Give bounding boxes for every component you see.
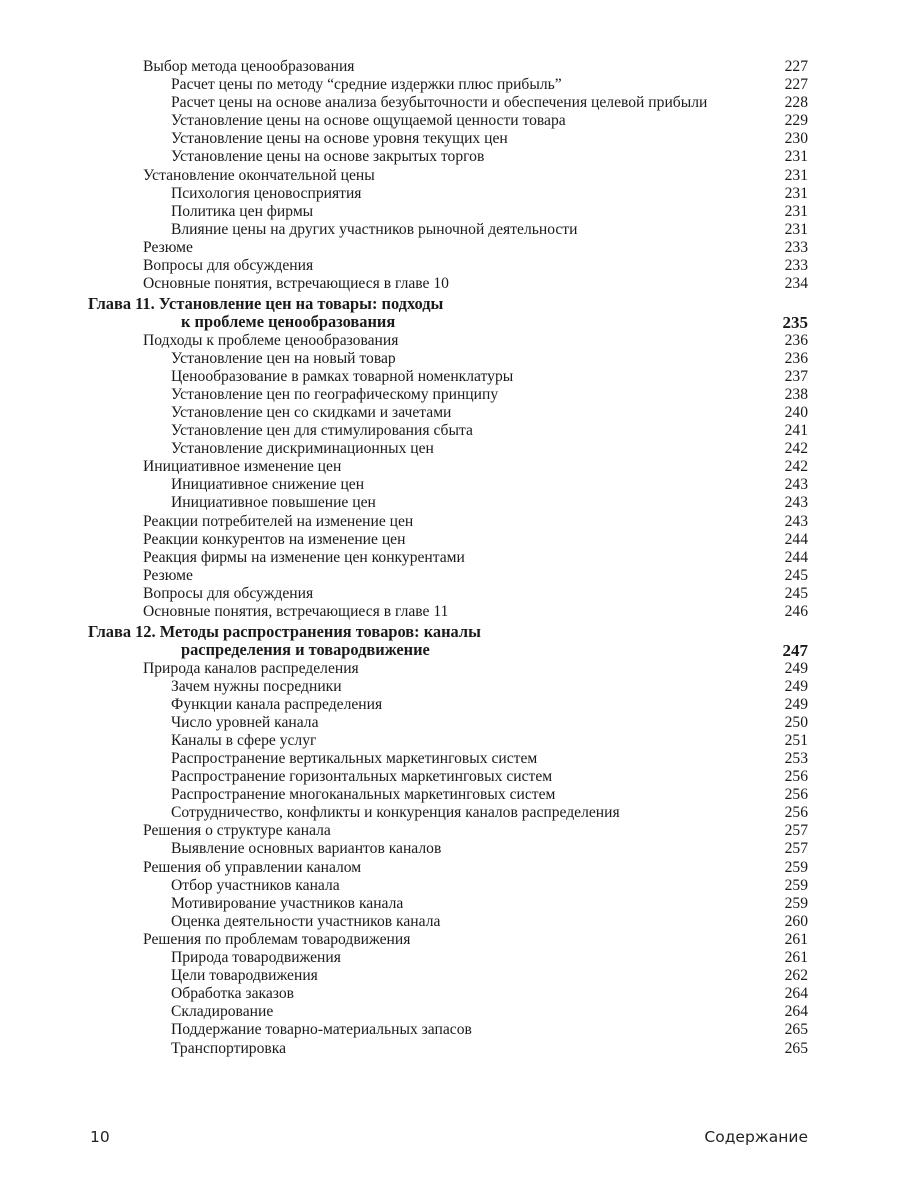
entry-title: Функции канала распределения — [171, 695, 383, 713]
entry-title: Цели товародвижения — [171, 967, 318, 985]
entry-title: Природа каналов распределения — [143, 659, 359, 677]
toc-subsection-entry — [88, 895, 808, 913]
entry-title: Влияние цены на других участников рыночной деятельности — [171, 220, 578, 238]
entry-title: Инициативное изменение цен — [143, 458, 342, 476]
entry-title: Сотрудничество, конфликты и конкуренция каналов распределения — [171, 804, 620, 822]
entry-page-number: 243 — [784, 476, 808, 494]
entry-page-number: 229 — [784, 112, 808, 130]
entry-title: Природа товародвижения — [171, 949, 341, 967]
entry-title: Выбор метода ценообразования — [143, 58, 355, 75]
entry-page-number: 237 — [784, 367, 808, 385]
entry-page-number: 256 — [784, 768, 808, 786]
entry-page-number: 240 — [784, 404, 808, 421]
toc-section-entry — [88, 549, 808, 567]
toc-section-entry — [88, 257, 808, 275]
toc-chapter-heading — [88, 295, 808, 331]
toc-subsection-entry — [88, 404, 808, 422]
chapter-title-line-1: Глава 12. Методы распространения товаров: каналы — [88, 622, 481, 642]
toc-section-entry — [88, 859, 808, 877]
entry-page-number: 253 — [784, 750, 808, 767]
entry-title: Расчет цены по методу “средние издержки плюс прибыль” — [171, 76, 562, 94]
entry-title: Инициативное снижение цен — [171, 476, 365, 494]
toc-subsection-entry — [88, 148, 808, 166]
chapter-title-line-2: к проблеме ценообразования — [181, 312, 396, 332]
entry-page-number: 231 — [784, 202, 808, 220]
entry-page-number: 228 — [784, 94, 808, 112]
toc-chapter-heading — [88, 623, 808, 659]
toc-section-entry — [88, 332, 808, 350]
entry-title: Основные понятия, встречающиеся в главе 11 — [143, 603, 449, 621]
entry-title: Установление цены на основе ощущаемой ценности товара — [171, 112, 566, 130]
entry-page-number: 231 — [784, 184, 808, 202]
entry-page-number: 236 — [784, 331, 808, 349]
entry-page-number: 250 — [784, 713, 808, 731]
entry-title: Вопросы для обсуждения — [143, 257, 314, 275]
toc-section-entry — [88, 660, 808, 678]
chapter-title-line-1: Глава 11. Установление цен на товары: подходы — [88, 294, 444, 314]
entry-title: Установление цен по географическому принципу — [171, 385, 499, 403]
entry-page-number: 264 — [784, 1003, 808, 1021]
entry-page-number: 246 — [784, 603, 808, 621]
entry-title: Расчет цены на основе анализа безубыточности и обеспечения целевой прибыли — [171, 94, 708, 112]
entry-title: Установление цен на новый товар — [171, 349, 396, 367]
toc-subsection-entry — [88, 732, 808, 750]
toc-section-entry — [88, 167, 808, 185]
entry-page-number: 231 — [784, 220, 808, 238]
running-section-title: Содержание — [704, 1128, 808, 1146]
entry-title: Поддержание товарно-материальных запасов — [171, 1021, 472, 1039]
toc-subsection-entry — [88, 985, 808, 1003]
toc-subsection-entry — [88, 368, 808, 386]
entry-title: Установление цен для стимулирования сбыта — [171, 422, 473, 440]
entry-page-number: 244 — [784, 530, 808, 548]
entry-page-number: 259 — [784, 876, 808, 894]
toc-subsection-entry — [88, 804, 808, 822]
toc-subsection-entry — [88, 1040, 808, 1058]
chapter-page-number: 235 — [782, 313, 808, 333]
entry-page-number: 233 — [784, 257, 808, 275]
entry-page-number: 249 — [784, 677, 808, 695]
toc-section-entry — [88, 931, 808, 949]
entry-page-number: 259 — [784, 858, 808, 876]
entry-title: Резюме — [143, 238, 193, 256]
entry-page-number: 227 — [784, 58, 808, 75]
toc-subsection-entry — [88, 350, 808, 368]
entry-title: Инициативное повышение цен — [171, 494, 376, 512]
toc-subsection-entry — [88, 1003, 808, 1021]
entry-title: Ценообразование в рамках товарной номенклатуры — [171, 367, 514, 385]
toc-subsection-entry — [88, 185, 808, 203]
entry-title: Установление цен со скидками и зачетами — [171, 404, 452, 421]
entry-page-number: 265 — [784, 1039, 808, 1057]
entry-page-number: 227 — [784, 76, 808, 94]
toc-section-entry — [88, 531, 808, 549]
toc-subsection-entry — [88, 494, 808, 512]
entry-title: Установление дискриминационных цен — [171, 440, 434, 458]
toc-subsection-entry — [88, 1021, 808, 1039]
toc-subsection-entry — [88, 221, 808, 239]
toc-subsection-entry — [88, 678, 808, 696]
entry-page-number: 261 — [784, 949, 808, 967]
entry-title: Мотивирование участников канала — [171, 894, 404, 912]
entry-page-number: 264 — [784, 985, 808, 1003]
toc-section-entry — [88, 585, 808, 603]
entry-page-number: 243 — [784, 494, 808, 512]
entry-title: Психология ценовосприятия — [171, 184, 362, 202]
toc-section-entry — [88, 58, 808, 76]
entry-page-number: 241 — [784, 422, 808, 440]
entry-title: Установление цены на основе закрытых торгов — [171, 148, 485, 166]
entry-title: Каналы в сфере услуг — [171, 731, 317, 749]
toc-subsection-entry — [88, 750, 808, 768]
toc-subsection-entry — [88, 877, 808, 895]
toc-subsection-entry — [88, 476, 808, 494]
entry-page-number: 234 — [784, 275, 808, 293]
entry-page-number: 260 — [784, 912, 808, 930]
toc-subsection-entry — [88, 130, 808, 148]
entry-page-number: 256 — [784, 804, 808, 822]
toc-section-entry — [88, 458, 808, 476]
toc-subsection-entry — [88, 768, 808, 786]
entry-title: Основные понятия, встречающиеся в главе 10 — [143, 275, 449, 293]
entry-title: Вопросы для обсуждения — [143, 584, 314, 602]
entry-title: Установление цены на основе уровня текущих цен — [171, 130, 508, 148]
entry-title: Реакции конкурентов на изменение цен — [143, 530, 406, 548]
entry-page-number: 259 — [784, 894, 808, 912]
toc-subsection-entry — [88, 422, 808, 440]
entry-page-number: 231 — [784, 148, 808, 166]
entry-page-number: 257 — [784, 822, 808, 840]
entry-page-number: 245 — [784, 584, 808, 602]
toc-subsection-entry — [88, 913, 808, 931]
entry-page-number: 256 — [784, 786, 808, 804]
entry-title: Выявление основных вариантов каналов — [171, 840, 442, 858]
entry-title: Решения по проблемам товародвижения — [143, 930, 411, 948]
entry-page-number: 233 — [784, 238, 808, 256]
toc-section-entry — [88, 275, 808, 293]
table-of-contents — [88, 58, 808, 1058]
entry-title: Отбор участников канала — [171, 876, 340, 894]
toc-subsection-entry — [88, 696, 808, 714]
entry-title: Подходы к проблеме ценообразования — [143, 331, 399, 349]
toc-section-entry — [88, 822, 808, 840]
entry-title: Распространение горизонтальных маркетинговых систем — [171, 768, 553, 786]
entry-page-number: 243 — [784, 512, 808, 530]
entry-title: Резюме — [143, 566, 193, 584]
toc-subsection-entry — [88, 440, 808, 458]
entry-title: Решения об управлении каналом — [143, 858, 362, 876]
entry-page-number: 238 — [784, 385, 808, 403]
entry-page-number: 242 — [784, 458, 808, 476]
toc-section-entry — [88, 239, 808, 257]
entry-title: Реакция фирмы на изменение цен конкурентами — [143, 548, 465, 566]
toc-subsection-entry — [88, 949, 808, 967]
entry-page-number: 242 — [784, 440, 808, 458]
entry-title: Политика цен фирмы — [171, 202, 314, 220]
entry-title: Распространение многоканальных маркетинговых систем — [171, 786, 556, 804]
toc-subsection-entry — [88, 112, 808, 130]
toc-subsection-entry — [88, 203, 808, 221]
entry-title: Складирование — [171, 1003, 274, 1021]
chapter-title-line-2: распределения и товародвижение — [181, 640, 430, 660]
toc-subsection-entry — [88, 840, 808, 858]
entry-page-number: 230 — [784, 130, 808, 148]
toc-section-entry — [88, 603, 808, 621]
entry-page-number: 251 — [784, 731, 808, 749]
toc-subsection-entry — [88, 714, 808, 732]
entry-title: Зачем нужны посредники — [171, 677, 342, 695]
entry-page-number: 265 — [784, 1021, 808, 1039]
chapter-page-number: 247 — [782, 641, 808, 661]
toc-subsection-entry — [88, 94, 808, 112]
entry-page-number: 244 — [784, 548, 808, 566]
toc-subsection-entry — [88, 76, 808, 94]
entry-title: Решения о структуре канала — [143, 822, 331, 840]
entry-title: Транспортировка — [171, 1039, 287, 1057]
entry-title: Обработка заказов — [171, 985, 294, 1003]
entry-page-number: 262 — [784, 967, 808, 985]
toc-subsection-entry — [88, 786, 808, 804]
entry-page-number: 257 — [784, 840, 808, 858]
entry-page-number: 249 — [784, 695, 808, 713]
entry-page-number: 236 — [784, 349, 808, 367]
toc-subsection-entry — [88, 967, 808, 985]
entry-page-number: 249 — [784, 659, 808, 677]
toc-section-entry — [88, 513, 808, 531]
entry-title: Распространение вертикальных маркетинговых систем — [171, 750, 538, 767]
entry-title: Оценка деятельности участников канала — [171, 912, 441, 930]
entry-title: Установление окончательной цены — [143, 166, 375, 184]
toc-subsection-entry — [88, 386, 808, 404]
entry-page-number: 261 — [784, 930, 808, 948]
entry-page-number: 245 — [784, 566, 808, 584]
toc-section-entry — [88, 567, 808, 585]
entry-title: Число уровней канала — [171, 713, 319, 731]
entry-title: Реакции потребителей на изменение цен — [143, 512, 414, 530]
page-number: 10 — [90, 1128, 110, 1146]
entry-page-number: 231 — [784, 166, 808, 184]
